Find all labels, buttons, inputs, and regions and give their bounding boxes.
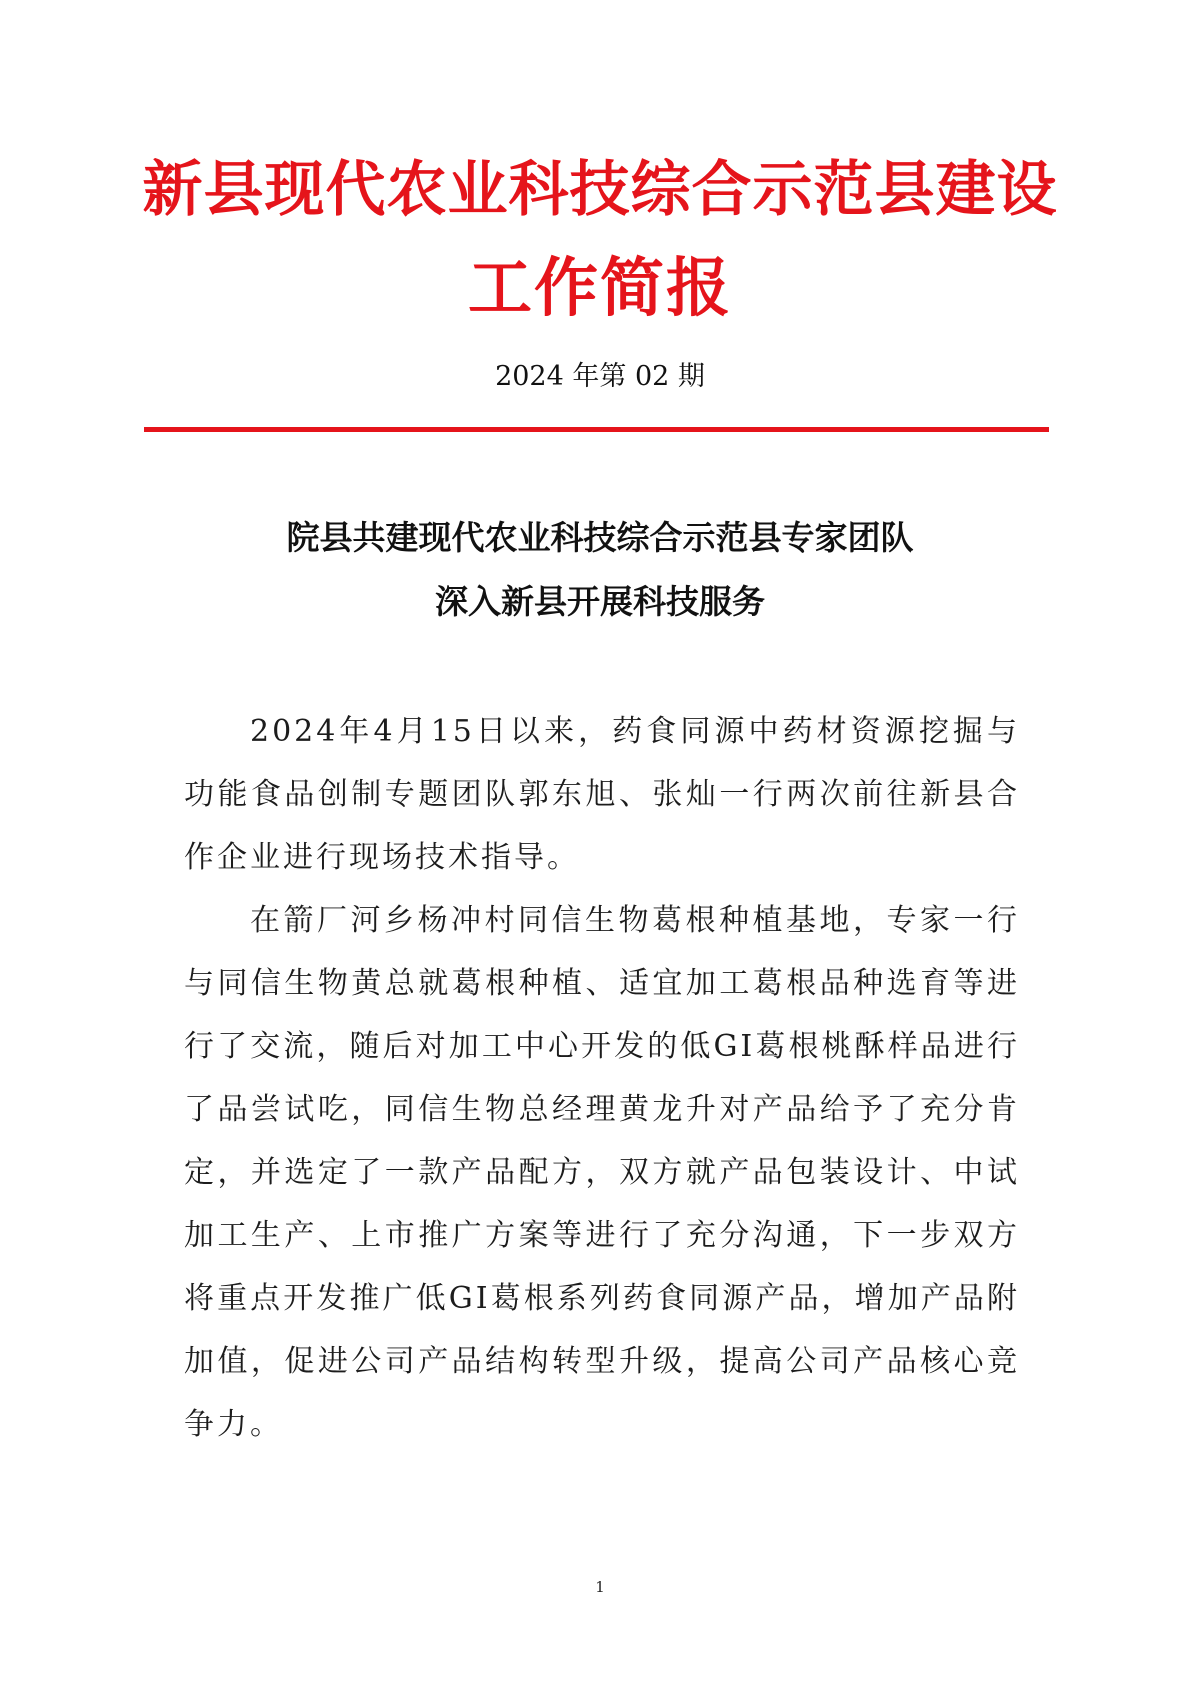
masthead-title-line1: 新县现代农业科技综合示范县建设: [142, 155, 1058, 225]
issue-number: 2024 年第 02 期: [495, 361, 705, 392]
red-divider: [144, 427, 1049, 432]
paragraph-2: 在箭厂河乡杨冲村同信生物葛根种植基地，专家一行与同信生物黄总就葛根种植、适宜加工葛根品种选育等进行了交流，随后对加工中心开发的低GI葛根桃酥样品进行了品尝试吃，同信生物总经理黄龙升对产品给予了充分肯定，并选定了一款产品配方，双方就产品包装设计、中试加工生产、上市推广方案等进行了充分沟通，下一步双方将重点开发推广低GI葛根系列药食同源产品，增加产品附加值，促进公司产品结构转型升级，提高公司产品核心竞争力。: [184, 903, 1020, 1442]
masthead-title-line2: 工作简报: [468, 251, 732, 326]
article-title-line1: 院县共建现代农业科技综合示范县专家团队: [286, 518, 914, 557]
page-number: 1: [595, 1578, 605, 1596]
paragraph-1: 2024年4月15日以来，药食同源中药材资源挖掘与功能食品创制专题团队郭东旭、张灿一行两次前往新县合作企业进行现场技术指导。: [184, 714, 1020, 875]
article-body: [184, 700, 1020, 1456]
article-title-line2: 深入新县开展科技服务: [435, 582, 765, 621]
